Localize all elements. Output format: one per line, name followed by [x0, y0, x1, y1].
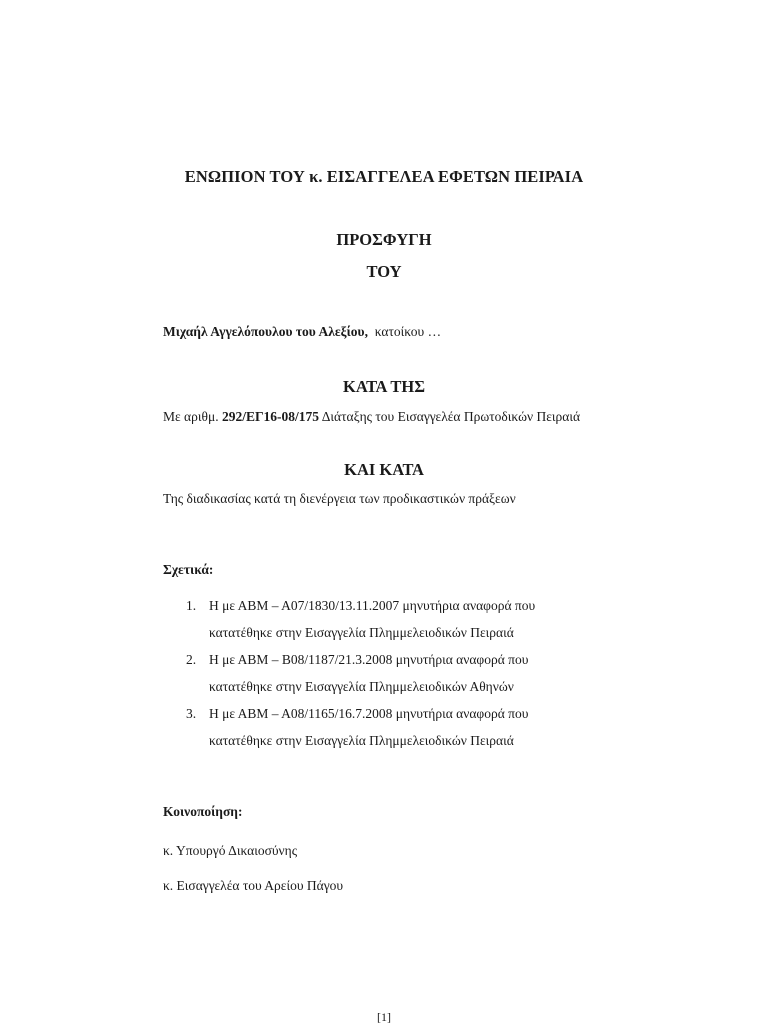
applicant-residence: κατοίκου … — [374, 324, 442, 339]
order-number: 292/ΕΓ16-08/175 — [221, 409, 320, 424]
related-item-line: κατατέθηκε στην Εισαγγελία Πλημμελειοδικών Πειραιά — [209, 733, 514, 748]
related-item-line: κατατέθηκε στην Εισαγγελία Πλημμελειοδικών Πειραιά — [209, 625, 514, 640]
against-heading: ΚΑΤΑ ΤΗΣ — [342, 377, 425, 396]
procedure-line: Της διαδικασίας κατά τη διενέργεια των προδικαστικών πράξεων — [163, 491, 516, 506]
of-heading: ΤΟΥ — [366, 262, 402, 281]
applicant-name: Μιχαήλ Αγγελόπουλου του Αλεξίου — [163, 324, 365, 339]
applicant-line — [163, 324, 441, 340]
related-item-line: Η με ΑΒΜ – Α08/1165/16.7.2008 μηνυτήρια αναφορά που — [209, 706, 529, 721]
cc-heading: Κοινοποίηση: — [163, 804, 243, 819]
cc-recipient: κ. Υπουργό Δικαιοσύνης — [163, 843, 298, 858]
and-against-heading: ΚΑΙ ΚΑΤΑ — [344, 460, 424, 479]
related-heading: Σχετικά: — [163, 562, 214, 577]
related-item-number: 3. — [186, 706, 197, 721]
related-item-line: Η με ΑΒΜ – Α07/1830/13.11.2007 μηνυτήρια αναφορά που — [209, 598, 536, 613]
applicant-comma: , — [364, 324, 368, 339]
order-suffix: Διάταξης του Εισαγγελέα Πρωτοδικών Πειραιά — [321, 409, 581, 424]
page-number: [1] — [377, 1010, 391, 1024]
court-heading: ΕΝΩΠΙΟΝ ΤΟΥ κ. ΕΙΣΑΓΓΕΛΕΑ ΕΦΕΤΩΝ ΠΕΙΡΑΙΑ — [184, 167, 584, 186]
document-type-heading: ΠΡΟΣΦΥΓΗ — [336, 230, 432, 249]
order-prefix: Με αριθμ. — [163, 409, 219, 424]
order-line — [163, 409, 580, 425]
related-item-line: Η με ΑΒΜ – Β08/1187/21.3.2008 μηνυτήρια αναφορά που — [209, 652, 529, 667]
related-item-number: 2. — [186, 652, 197, 667]
related-item-number: 1. — [186, 598, 197, 613]
cc-recipient: κ. Εισαγγελέα του Αρείου Πάγου — [163, 878, 344, 893]
related-item-line: κατατέθηκε στην Εισαγγελία Πλημμελειοδικών Αθηνών — [209, 679, 514, 694]
